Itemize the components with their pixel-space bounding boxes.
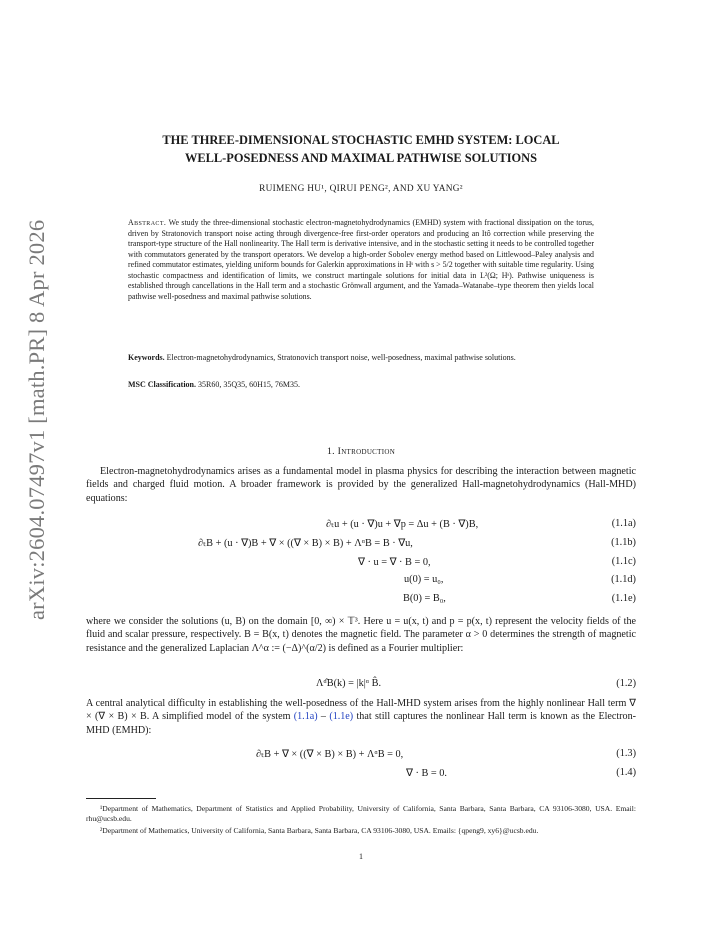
- equation-1-1a: ∂ₜu + (u · ∇)u + ∇p = Δu + (B · ∇)B,: [326, 519, 479, 530]
- equation-1-4: ∇ · B = 0.: [406, 768, 448, 779]
- equation-number-1-4: (1.4): [616, 767, 636, 778]
- equation-number-1-1b: (1.1b): [611, 537, 636, 548]
- arxiv-identifier: arXiv:2604.07497v1 [math.PR] 8 Apr 2026: [24, 219, 49, 620]
- intro-paragraph-1: Electron-magnetohydrodynamics arises as a fundamental model in plasma physics for describing the interaction between magnetic fields and charged fluid motion. A broader framework is provided by the generalized Hall-magnetohydrodynamics (Hall-MHD) equations:: [86, 466, 636, 504]
- msc-classification: [128, 380, 594, 391]
- equation-number-1-1a: (1.1a): [611, 518, 636, 529]
- intro-paragraph-3: [86, 697, 636, 737]
- intro-paragraph-3-text-a: A central analytical difficulty in establishing the well-posedness of the Hall-MHD system arises from the highly nonlinear Hall term ∇ × (∇ × B) × B. A simplified model of the system: [86, 698, 636, 723]
- reference-dash: –: [317, 711, 330, 723]
- equation-number-1-3: (1.3): [616, 748, 636, 759]
- footnote-1: ¹Department of Mathematics, Department of Statistics and Applied Probability, University of California, Santa Barbara, Santa Barbara, CA 93106-3080, USA. Email: rhu@ucsb.edu.: [86, 804, 636, 824]
- keywords: [128, 353, 594, 364]
- section-heading: [86, 446, 636, 457]
- equation-number-1-1e: (1.1e): [611, 593, 636, 604]
- title-line-2: WELL-POSEDNESS AND MAXIMAL PATHWISE SOLUTIONS: [184, 151, 538, 165]
- equation-1-2: Λᵅ̂B(k) = |k|ᵅ B̂.: [316, 678, 382, 689]
- equation-1-1c: ∇ · u = ∇ · B = 0,: [358, 557, 431, 568]
- abstract-text: We study the three-dimensional stochastic electron-magnetohydrodynamics (EMHD) system with fractional dissipation on the torus, driven by Stratonovich transport noise acting through divergence-free first-order operators and producing an Itô correction while preserving the transport-type structure of the Hall nonlinearity. The Hall term is derivative intensive, and in the stochastic setting it needs to be controlled together with commutators generated by the transport operators. We develop a high-order Sobolev energy method based on Littlewood–Paley analysis and refined commutator estimates, yielding uniform bounds for Galerkin approximations in Hˢ with s > 5/2 together with suitable time regularity. Using stochastic compactness and identification of limits, we construct martingale solutions for initial data in L²(Ω; Hˢ). Pathwise uniqueness is established through cancellations in the Hall term and a stochastic Grönwall argument, and the Yamada–Watanabe–type theorem then yields local pathwise well-posedness and maximal pathwise solutions.: [128, 218, 594, 301]
- equation-reference-1-1e[interactable]: (1.1e): [329, 711, 354, 723]
- intro-paragraph-3-text-b: that still captures the nonlinear Hall term is known as the Electron-MHD (EMHD):: [86, 711, 636, 736]
- msc-text: 35R60, 35Q35, 60H15, 76M35.: [198, 380, 301, 389]
- section-title: Introduction: [337, 446, 396, 457]
- equation-reference-1-1a[interactable]: (1.1a): [293, 711, 318, 723]
- title-line-1: THE THREE-DIMENSIONAL STOCHASTIC EMHD SYSTEM: LOCAL: [162, 133, 560, 147]
- footnote-rule: [86, 798, 156, 799]
- intro-paragraph-2: where we consider the solutions (u, B) on the domain [0, ∞) × 𝕋³. Here u = u(x, t) and p = p(x, t) represent the velocity fields of the fluid and scalar pressure, respectively. B = B(x, t) denotes the magnetic field. The parameter α > 0 determines the strength of magnetic resistance and the generalized Laplacian Λ^α := (−Δ)^(α/2) is defined as a Fourier multiplier:: [86, 616, 636, 654]
- equation-1-1e: B(0) = B₀,: [403, 593, 446, 604]
- equation-number-1-2: (1.2): [616, 678, 636, 689]
- equation-number-1-1c: (1.1c): [611, 556, 636, 567]
- page-number: 1: [359, 852, 363, 861]
- keywords-text: Electron-magnetohydrodynamics, Stratonovich transport noise, well-posedness, maximal pathwise solutions.: [166, 353, 516, 362]
- paper-title: [86, 131, 636, 167]
- equation-1-3: ∂ₜB + ∇ × ((∇ × B) × B) + ΛᵅB = 0,: [256, 749, 404, 760]
- abstract-label: Abstract.: [128, 218, 167, 227]
- equation-number-1-1d: (1.1d): [611, 574, 636, 585]
- msc-label: MSC Classification.: [128, 380, 196, 389]
- footnote-2: ²Department of Mathematics, University of California, Santa Barbara, Santa Barbara, CA 93106-3080, USA. Emails: {qpeng9, xy6}@ucsb.edu.: [100, 826, 539, 835]
- section-number: 1.: [326, 446, 335, 457]
- abstract: [128, 218, 594, 302]
- equation-1-1b: ∂ₜB + (u · ∇)B + ∇ × ((∇ × B) × B) + ΛᵅB = B · ∇u,: [198, 538, 413, 549]
- author-list: RUIMENG HU¹, QIRUI PENG², AND XU YANG²: [259, 184, 463, 194]
- keywords-label: Keywords.: [128, 353, 165, 362]
- equation-1-1d: u(0) = u₀,: [404, 574, 444, 585]
